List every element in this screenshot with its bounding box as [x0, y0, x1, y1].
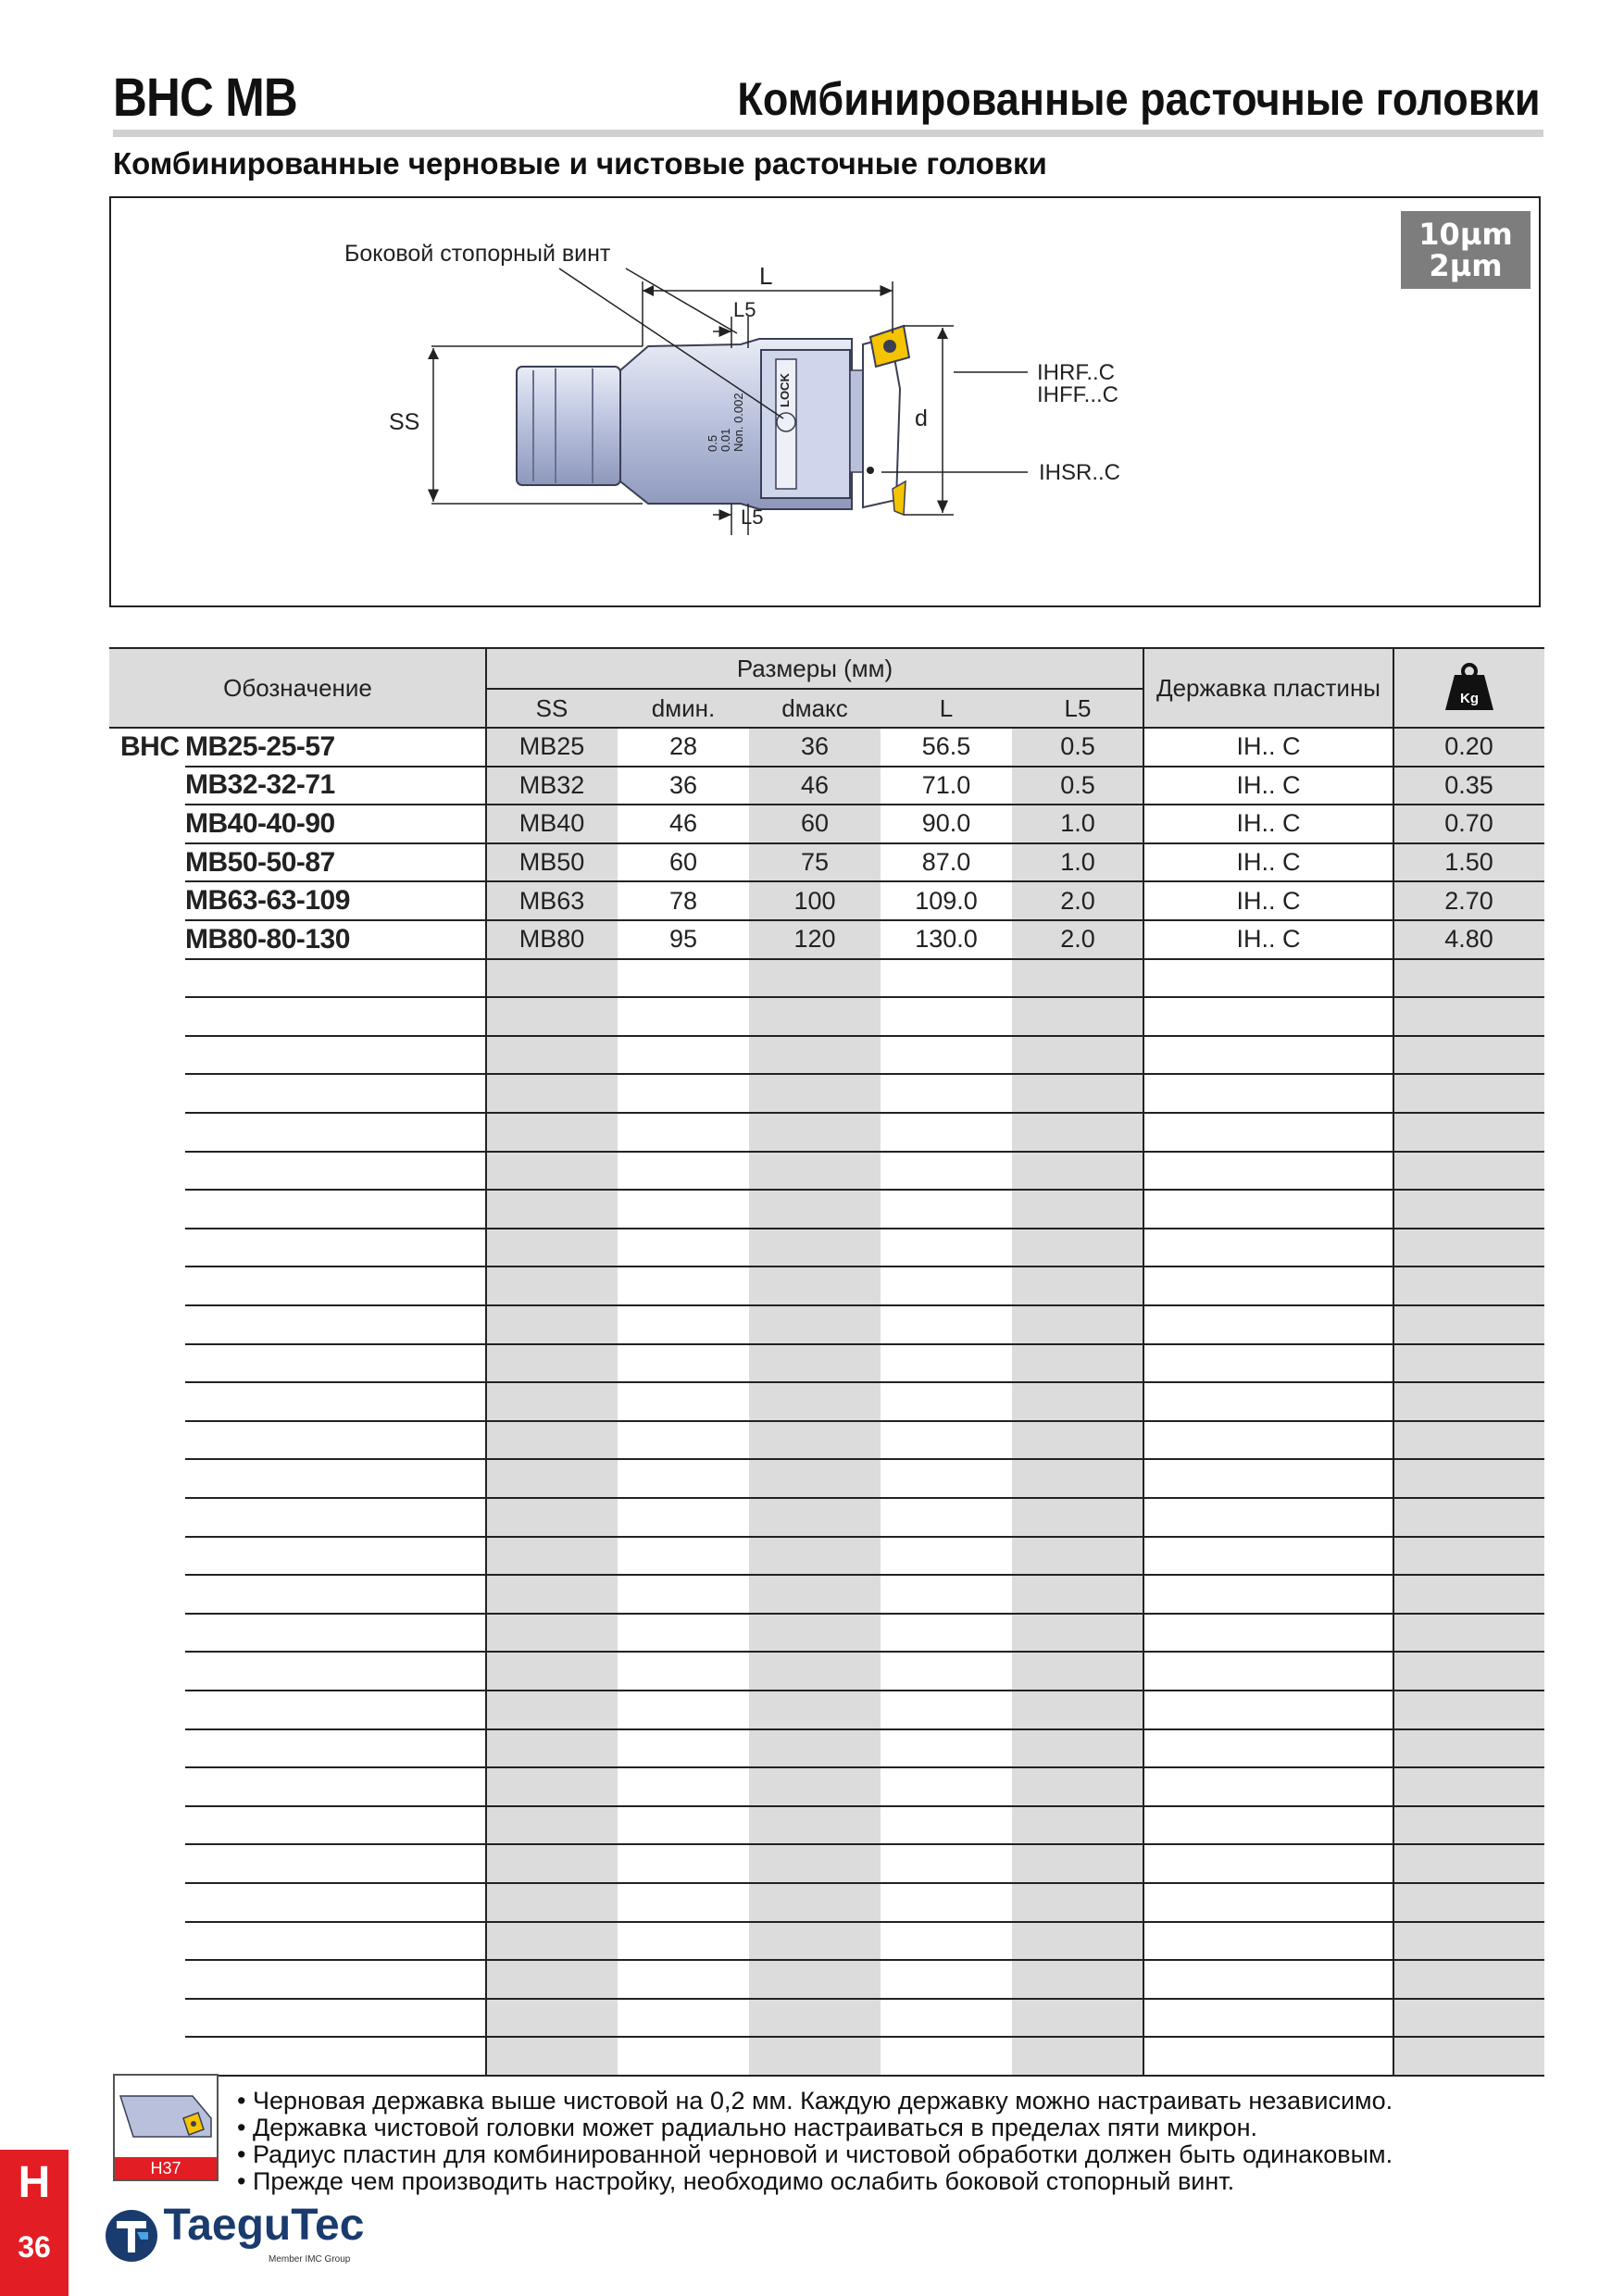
cell-l5: 0.5 [1060, 770, 1095, 799]
insert-label-ihrf: IHRF..C [1037, 360, 1115, 385]
boring-head-diagram [0, 0, 1624, 648]
boring-bar-thumbnail-icon [115, 2076, 217, 2159]
dimension-SS-label: SS [389, 409, 420, 435]
cell-weight: 0.20 [1444, 732, 1493, 761]
page-number: 36 [18, 2230, 51, 2264]
row-rule [185, 996, 1544, 998]
column-l5: L5 [1012, 689, 1143, 728]
cell-dmax: 75 [800, 848, 830, 877]
row-rule [185, 1959, 1544, 1961]
designation-cell: MB63-63-109 [185, 885, 350, 917]
row-rule [185, 2075, 1544, 2077]
row-rule [185, 2036, 1544, 2038]
scale-label-3: Non. 0.002 [731, 393, 745, 452]
cell-dmin: 95 [668, 925, 698, 954]
designation-cell: MB25-25-57 [185, 730, 335, 762]
page-subtitle: Комбинированные черновые и чистовые расточные головки [113, 146, 1047, 181]
cell-l5: 1.0 [1060, 848, 1095, 877]
row-rule [185, 1766, 1544, 1768]
cell-l: 130.0 [915, 925, 978, 954]
cell-dmin: 36 [668, 770, 698, 799]
cell-ss: MB32 [518, 770, 585, 799]
table-top-rule [109, 647, 1544, 649]
header-designation: Обозначение [109, 648, 486, 728]
cell-weight: 2.70 [1444, 886, 1493, 915]
designation-cell: MB32-32-71 [185, 769, 335, 801]
column-l: L [881, 689, 1012, 728]
cell-l5: 2.0 [1060, 925, 1095, 954]
cell-ss: MB25 [518, 732, 585, 761]
header-holder: Державка пластины [1143, 648, 1393, 728]
brand-name: TaeguTec [163, 2201, 365, 2250]
row-rule [185, 1651, 1544, 1653]
dimension-L-label: L [759, 262, 773, 290]
cell-holder: IH.. C [1236, 848, 1301, 877]
cell-dmax: 60 [800, 809, 830, 838]
column-dmax: dмакс [749, 689, 881, 728]
row-rule [185, 1497, 1544, 1499]
cell-l5: 1.0 [1060, 809, 1095, 838]
thumbnail-page-reference: H37 [115, 2157, 217, 2179]
row-rule [185, 1073, 1544, 1075]
dimension-L5-top-label: L5 [733, 298, 756, 321]
row-rule [185, 1536, 1544, 1538]
designation-cell: MB40-40-90 [185, 807, 335, 839]
cell-l5: 2.0 [1060, 886, 1095, 915]
row-rule [185, 1728, 1544, 1730]
row-rule [185, 1151, 1544, 1153]
column-ss: SS [486, 689, 618, 728]
side-screw-label: Боковой стопорный винт [344, 241, 611, 267]
reference-thumbnail[interactable] [113, 2074, 219, 2181]
header-dimensions: Размеры (мм) [486, 648, 1143, 689]
cell-l: 90.0 [921, 809, 971, 838]
dimension-L5-bottom-label: L5 [741, 505, 764, 529]
row-rule [185, 1343, 1544, 1345]
row-rule [185, 1228, 1544, 1229]
cell-weight: 4.80 [1444, 925, 1493, 954]
row-rule [185, 1458, 1544, 1460]
category-title: Комбинированные расточные головки [737, 73, 1541, 125]
header-mid-rule [486, 688, 1143, 690]
row-rule [185, 1574, 1544, 1576]
cell-ss: MB63 [518, 886, 585, 915]
header-weight [1393, 648, 1544, 728]
cell-holder: IH.. C [1236, 770, 1301, 799]
row-rule [185, 1998, 1544, 2000]
cell-ss: MB50 [518, 848, 585, 877]
brand-logo [104, 2200, 364, 2265]
cell-weight: 0.70 [1444, 809, 1493, 838]
cell-l5: 0.5 [1060, 732, 1095, 761]
row-rule [185, 1805, 1544, 1807]
row-rule [185, 1843, 1544, 1845]
row-rule [185, 1921, 1544, 1923]
weight-icon [1442, 662, 1497, 714]
note-line-3: • Радиус пластин для комбинированной черновой и чистовой обработки должен быть одинаковым. [237, 2140, 1393, 2168]
precision-badge-coarse: 10µm [1418, 217, 1513, 252]
cell-dmin: 28 [668, 732, 698, 761]
precision-badge-fine: 2µm [1429, 248, 1503, 283]
brand-subtitle: Member IMC Group [269, 2253, 351, 2265]
dimension-d-label: d [915, 406, 928, 431]
taegutec-logo-icon [104, 2208, 159, 2264]
weight-icon-label: Kg [1459, 691, 1479, 706]
insert-label-ihsr: IHSR..C [1039, 460, 1121, 485]
row-rule [185, 1420, 1544, 1422]
cell-dmin: 78 [668, 886, 698, 915]
cell-holder: IH.. C [1236, 925, 1301, 954]
cell-weight: 1.50 [1444, 848, 1493, 877]
note-line-1: • Черновая державка выше чистовой на 0,2 мм. Каждую державку можно настраивать независимо. [237, 2087, 1393, 2115]
insert-label-ihff: IHFF...C [1037, 382, 1118, 407]
row-rule [185, 1613, 1544, 1615]
cell-dmax: 46 [800, 770, 830, 799]
row-rule [185, 1690, 1544, 1691]
cell-l: 109.0 [915, 886, 978, 915]
scale-label-1: 0.5 [706, 434, 719, 452]
cell-l: 56.5 [921, 732, 971, 761]
cell-dmax: 120 [793, 925, 836, 954]
cell-ss: MB80 [518, 925, 585, 954]
designation-cell: MB80-80-130 [185, 923, 350, 955]
cell-ss: MB40 [518, 809, 585, 838]
cell-dmin: 60 [668, 848, 698, 877]
cell-holder: IH.. C [1236, 732, 1301, 761]
cell-holder: IH.. C [1236, 809, 1301, 838]
section-letter: H [18, 2158, 51, 2207]
row-rule [185, 1381, 1544, 1383]
shank-shape [517, 367, 620, 485]
cell-dmin: 46 [668, 809, 698, 838]
cell-dmax: 36 [800, 732, 830, 761]
row-rule [185, 1035, 1544, 1037]
cell-holder: IH.. C [1236, 886, 1301, 915]
cell-l: 71.0 [921, 770, 971, 799]
scale-label-2: 0.01 [718, 428, 732, 452]
section-tab [0, 2150, 69, 2296]
page-title: BHC MB [113, 68, 297, 128]
row-rule [185, 1112, 1544, 1114]
series-prefix: BHC [120, 730, 180, 762]
cell-l: 87.0 [921, 848, 971, 877]
column-dmin: dмин. [618, 689, 749, 728]
designation-cell: MB50-50-87 [185, 846, 335, 878]
note-line-4: • Прежде чем производить настройку, необходимо ослабить боковой стопорный винт. [237, 2167, 1235, 2195]
row-rule [185, 1189, 1544, 1191]
cell-dmax: 100 [793, 886, 836, 915]
head-body-shape [620, 337, 900, 509]
row-rule [185, 1882, 1544, 1884]
lock-label: LOCK [778, 373, 792, 407]
row-rule [185, 1304, 1544, 1306]
row-rule [185, 1266, 1544, 1267]
cell-weight: 0.35 [1444, 770, 1493, 799]
note-line-2: • Державка чистовой головки может радиально настраиваться в пределах пяти микрон. [237, 2114, 1258, 2141]
